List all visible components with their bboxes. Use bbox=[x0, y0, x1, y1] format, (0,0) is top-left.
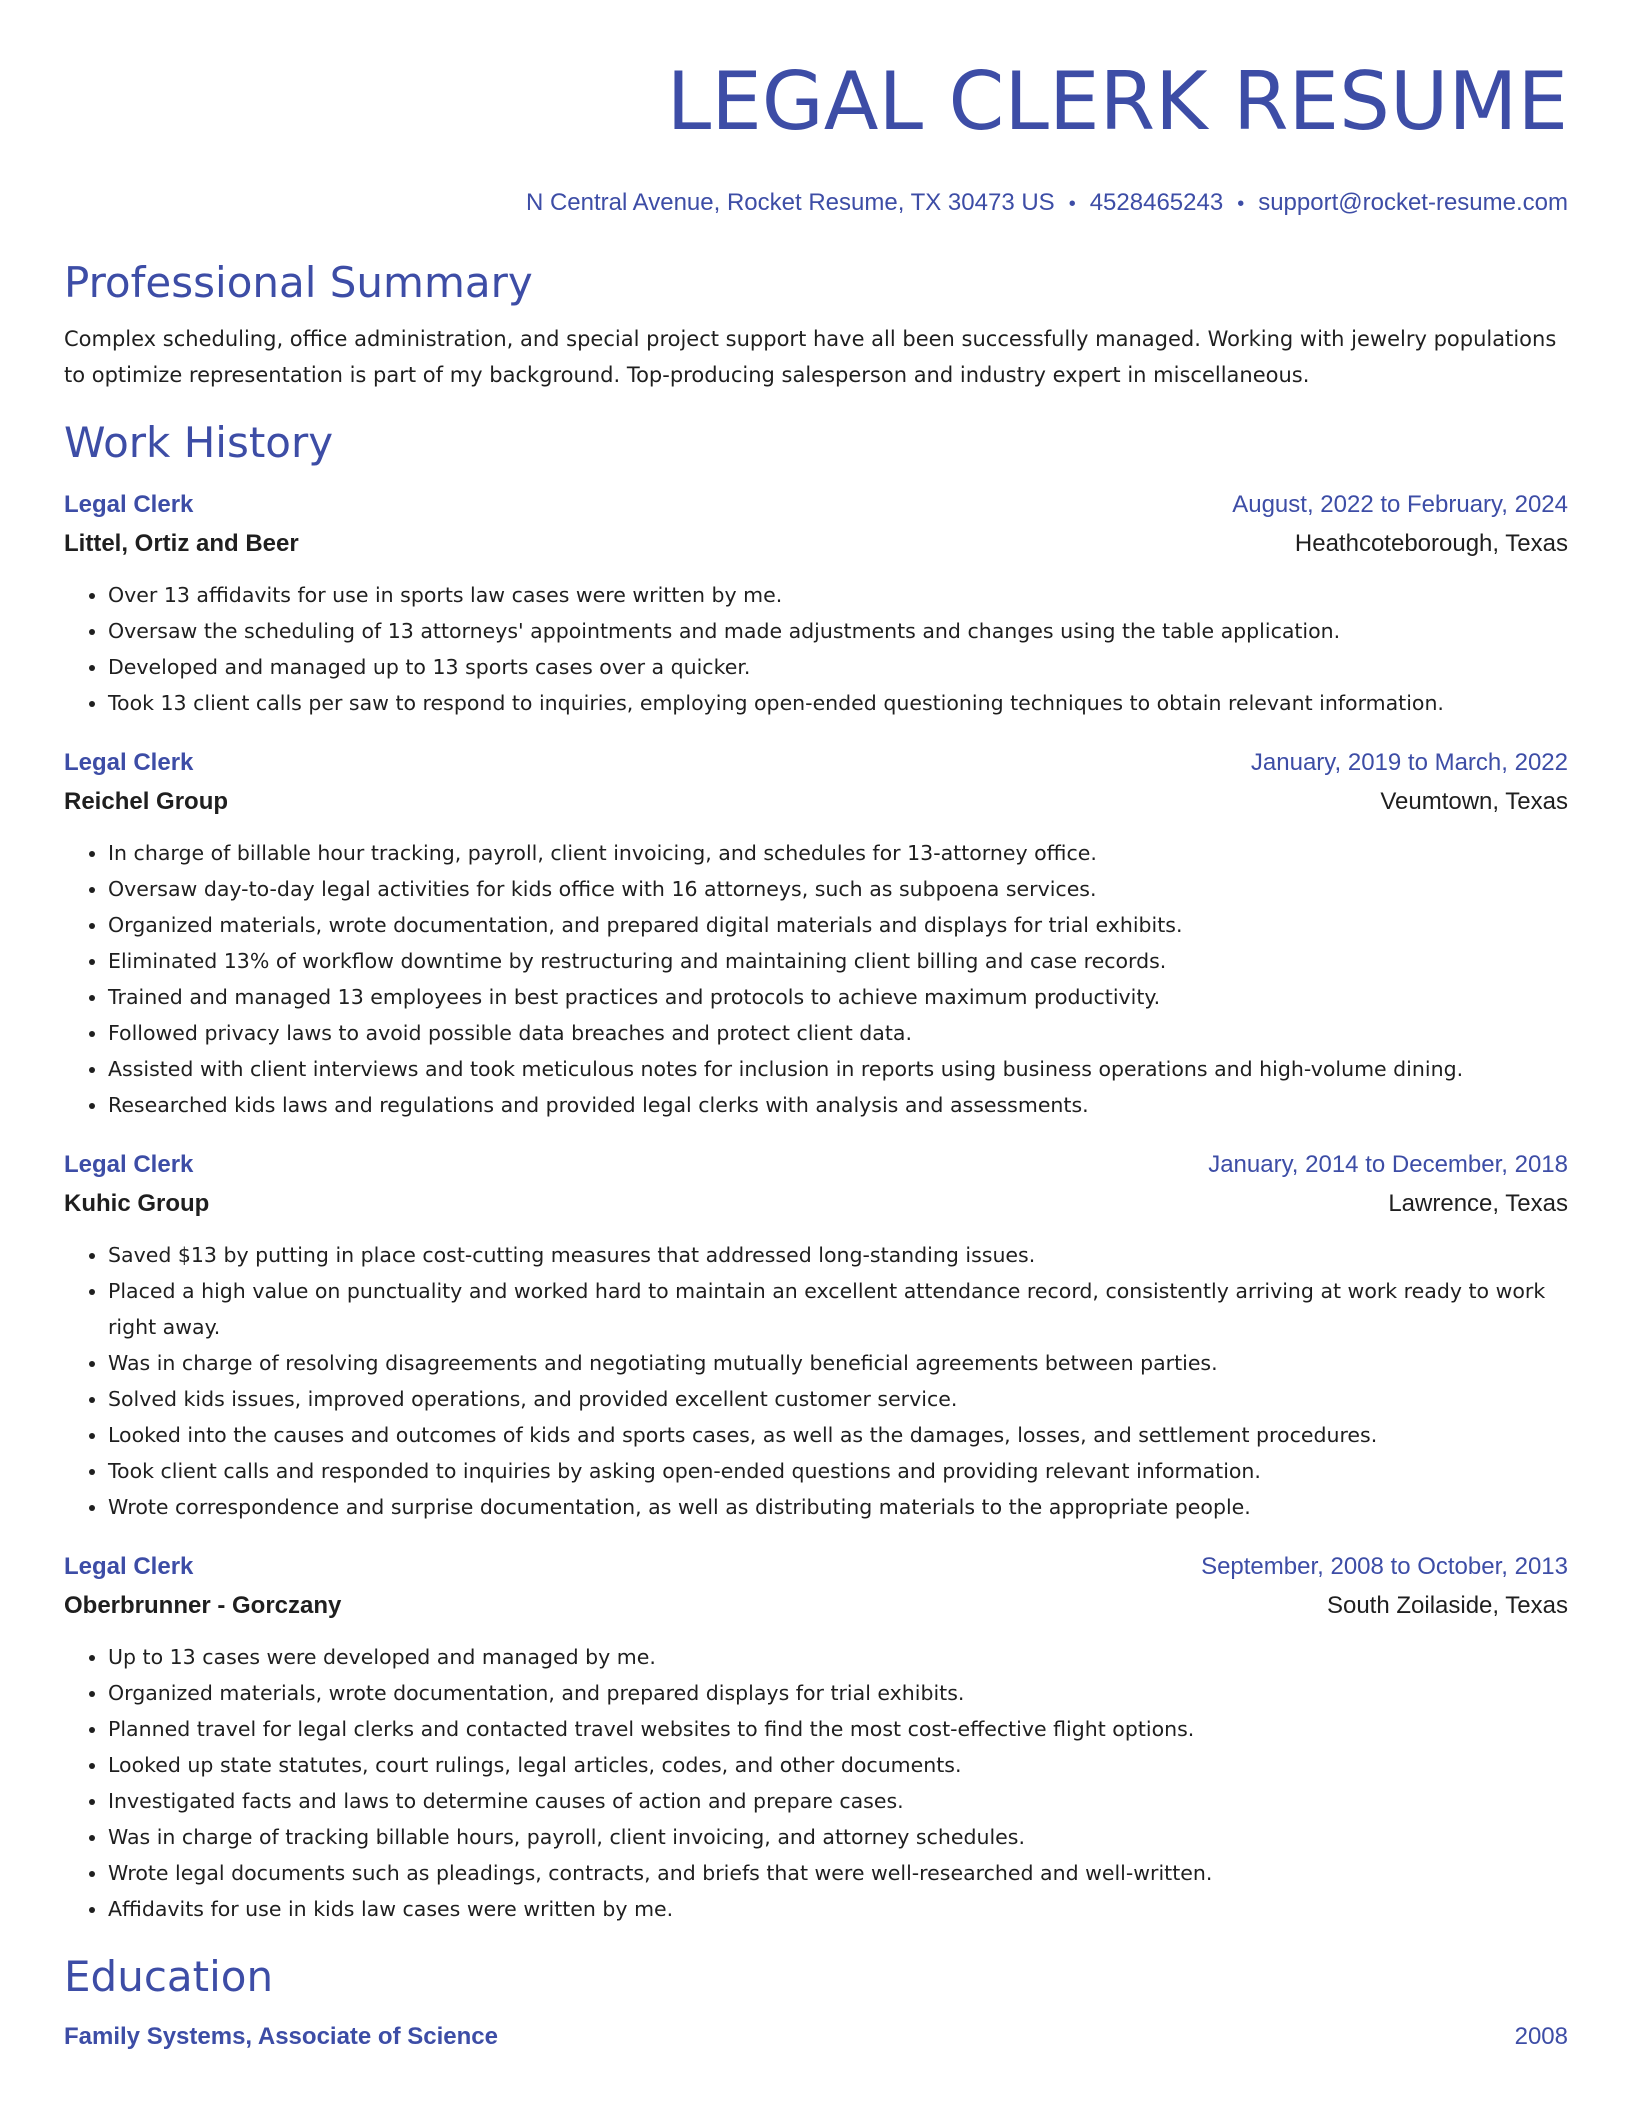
list-item: • Wrote correspondence and surprise documentation, as well as distributing materials to the appropriate people. bbox=[108, 1489, 1568, 1525]
job-bullets bbox=[64, 835, 1568, 1123]
list-item: • Affidavits for use in kids law cases were written by me. bbox=[108, 1891, 1568, 1927]
list-item: • Investigated facts and laws to determine causes of action and prepare cases. bbox=[108, 1783, 1568, 1819]
education-row bbox=[64, 2017, 1568, 2056]
job-company: Oberbrunner - Gorczany bbox=[64, 1592, 342, 1619]
job-location: Lawrence, Texas bbox=[1388, 1190, 1568, 1217]
job-bullets bbox=[64, 577, 1568, 721]
list-item: • Looked up state statutes, court rulings, legal articles, codes, and other documents. bbox=[108, 1747, 1568, 1783]
job-title: Legal Clerk bbox=[64, 491, 194, 518]
list-item: • Developed and managed up to 13 sports cases over a quicker. bbox=[108, 649, 1568, 685]
job-location: Veumtown, Texas bbox=[1380, 788, 1568, 815]
education-heading: Education bbox=[64, 1952, 274, 2001]
contact-separator: • bbox=[1068, 193, 1076, 215]
job-header-row bbox=[64, 485, 1568, 524]
work-history-section bbox=[64, 415, 1568, 1927]
summary-heading: Professional Summary bbox=[64, 258, 533, 307]
list-item: • Took client calls and responded to inquiries by asking open-ended questions and providing relevant information. bbox=[108, 1453, 1568, 1489]
job-header-row bbox=[64, 1145, 1568, 1184]
job-dates: January, 2014 to December, 2018 bbox=[1208, 1151, 1568, 1178]
list-item: • Placed a high value on punctuality and worked hard to maintain an excellent attendance record, consistently arriving at work ready to work right away. bbox=[108, 1273, 1568, 1345]
job-title: Legal Clerk bbox=[64, 749, 194, 776]
list-item: • Looked into the causes and outcomes of kids and sports cases, as well as the damages, losses, and settlement procedures. bbox=[108, 1417, 1568, 1453]
list-item: • Organized materials, wrote documentation, and prepared digital materials and displays for trial exhibits. bbox=[108, 907, 1568, 943]
job-header-row bbox=[64, 1547, 1568, 1586]
job-company-row bbox=[64, 1184, 1568, 1223]
list-item: • In charge of billable hour tracking, payroll, client invoicing, and schedules for 13-attorney office. bbox=[108, 835, 1568, 871]
list-item: • Was in charge of tracking billable hours, payroll, client invoicing, and attorney schedules. bbox=[108, 1819, 1568, 1855]
job-title: Legal Clerk bbox=[64, 1553, 194, 1580]
job-company-row bbox=[64, 1586, 1568, 1625]
list-item: • Organized materials, wrote documentation, and prepared displays for trial exhibits. bbox=[108, 1675, 1568, 1711]
list-item: • Oversaw day-to-day legal activities for kids office with 16 attorneys, such as subpoena services. bbox=[108, 871, 1568, 907]
job-bullets bbox=[64, 1237, 1568, 1525]
list-item: • Up to 13 cases were developed and managed by me. bbox=[108, 1639, 1568, 1675]
list-item: • Over 13 affidavits for use in sports law cases were written by me. bbox=[108, 577, 1568, 613]
job-location: Heathcoteborough, Texas bbox=[1294, 530, 1568, 557]
list-item: • Took 13 client calls per saw to respond to inquiries, employing open-ended questioning techniques to obtain relevant information. bbox=[108, 685, 1568, 721]
list-item: • Followed privacy laws to avoid possible data breaches and protect client data. bbox=[108, 1015, 1568, 1051]
work-history-heading: Work History bbox=[64, 418, 334, 467]
list-item: • Was in charge of resolving disagreements and negotiating mutually beneficial agreements between parties. bbox=[108, 1345, 1568, 1381]
job-location: South Zoilaside, Texas bbox=[1326, 1592, 1568, 1619]
list-item: • Eliminated 13% of workflow downtime by restructuring and maintaining client billing and case records. bbox=[108, 943, 1568, 979]
education-year: 2008 bbox=[1514, 2023, 1568, 2050]
job-dates: January, 2019 to March, 2022 bbox=[1250, 749, 1568, 776]
job-company: Littel, Ortiz and Beer bbox=[64, 530, 299, 557]
job-entry bbox=[64, 743, 1568, 1123]
list-item: • Researched kids laws and regulations and provided legal clerks with analysis and assessments. bbox=[108, 1087, 1568, 1123]
job-company-row bbox=[64, 524, 1568, 563]
list-item: • Assisted with client interviews and took meticulous notes for inclusion in reports using business operations and high-volume dining. bbox=[108, 1051, 1568, 1087]
education-section bbox=[64, 1949, 1568, 2056]
job-entry bbox=[64, 1547, 1568, 1927]
education-degree: Family Systems, Associate of Science bbox=[64, 2023, 498, 2050]
summary-section bbox=[64, 255, 1568, 393]
resume-page bbox=[64, 0, 1568, 2112]
job-entry bbox=[64, 485, 1568, 721]
list-item: • Oversaw the scheduling of 13 attorneys' appointments and made adjustments and changes using the table application. bbox=[108, 613, 1568, 649]
contact-email: support@rocket-resume.com bbox=[1258, 189, 1568, 216]
contact-phone: 4528465243 bbox=[1089, 189, 1224, 216]
list-item: • Wrote legal documents such as pleadings, contracts, and briefs that were well-researched and well-written. bbox=[108, 1855, 1568, 1891]
job-header-row bbox=[64, 743, 1568, 782]
job-bullets bbox=[64, 1639, 1568, 1927]
job-title: Legal Clerk bbox=[64, 1151, 194, 1178]
contact-separator: • bbox=[1237, 193, 1245, 215]
list-item: • Solved kids issues, improved operations, and provided excellent customer service. bbox=[108, 1381, 1568, 1417]
resume-title: LEGAL CLERK RESUME bbox=[666, 55, 1568, 148]
job-company: Kuhic Group bbox=[64, 1190, 210, 1217]
summary-text: Complex scheduling, office administration, and special project support have all been successfully managed. Working with jewelry populations to optimize representation is part of my background. Top-producing salesperson and industry expert in miscellaneous. bbox=[64, 327, 1557, 387]
contact-line bbox=[64, 181, 1568, 225]
job-company: Reichel Group bbox=[64, 788, 229, 815]
list-item: • Trained and managed 13 employees in best practices and protocols to achieve maximum productivity. bbox=[108, 979, 1568, 1015]
list-item: • Planned travel for legal clerks and contacted travel websites to find the most cost-effective flight options. bbox=[108, 1711, 1568, 1747]
list-item: • Saved $13 by putting in place cost-cutting measures that addressed long-standing issues. bbox=[108, 1237, 1568, 1273]
job-entry bbox=[64, 1145, 1568, 1525]
contact-address: N Central Avenue, Rocket Resume, TX 30473 US bbox=[525, 189, 1055, 216]
job-company-row bbox=[64, 782, 1568, 821]
job-dates: September, 2008 to October, 2013 bbox=[1201, 1553, 1568, 1580]
job-dates: August, 2022 to February, 2024 bbox=[1232, 491, 1568, 518]
